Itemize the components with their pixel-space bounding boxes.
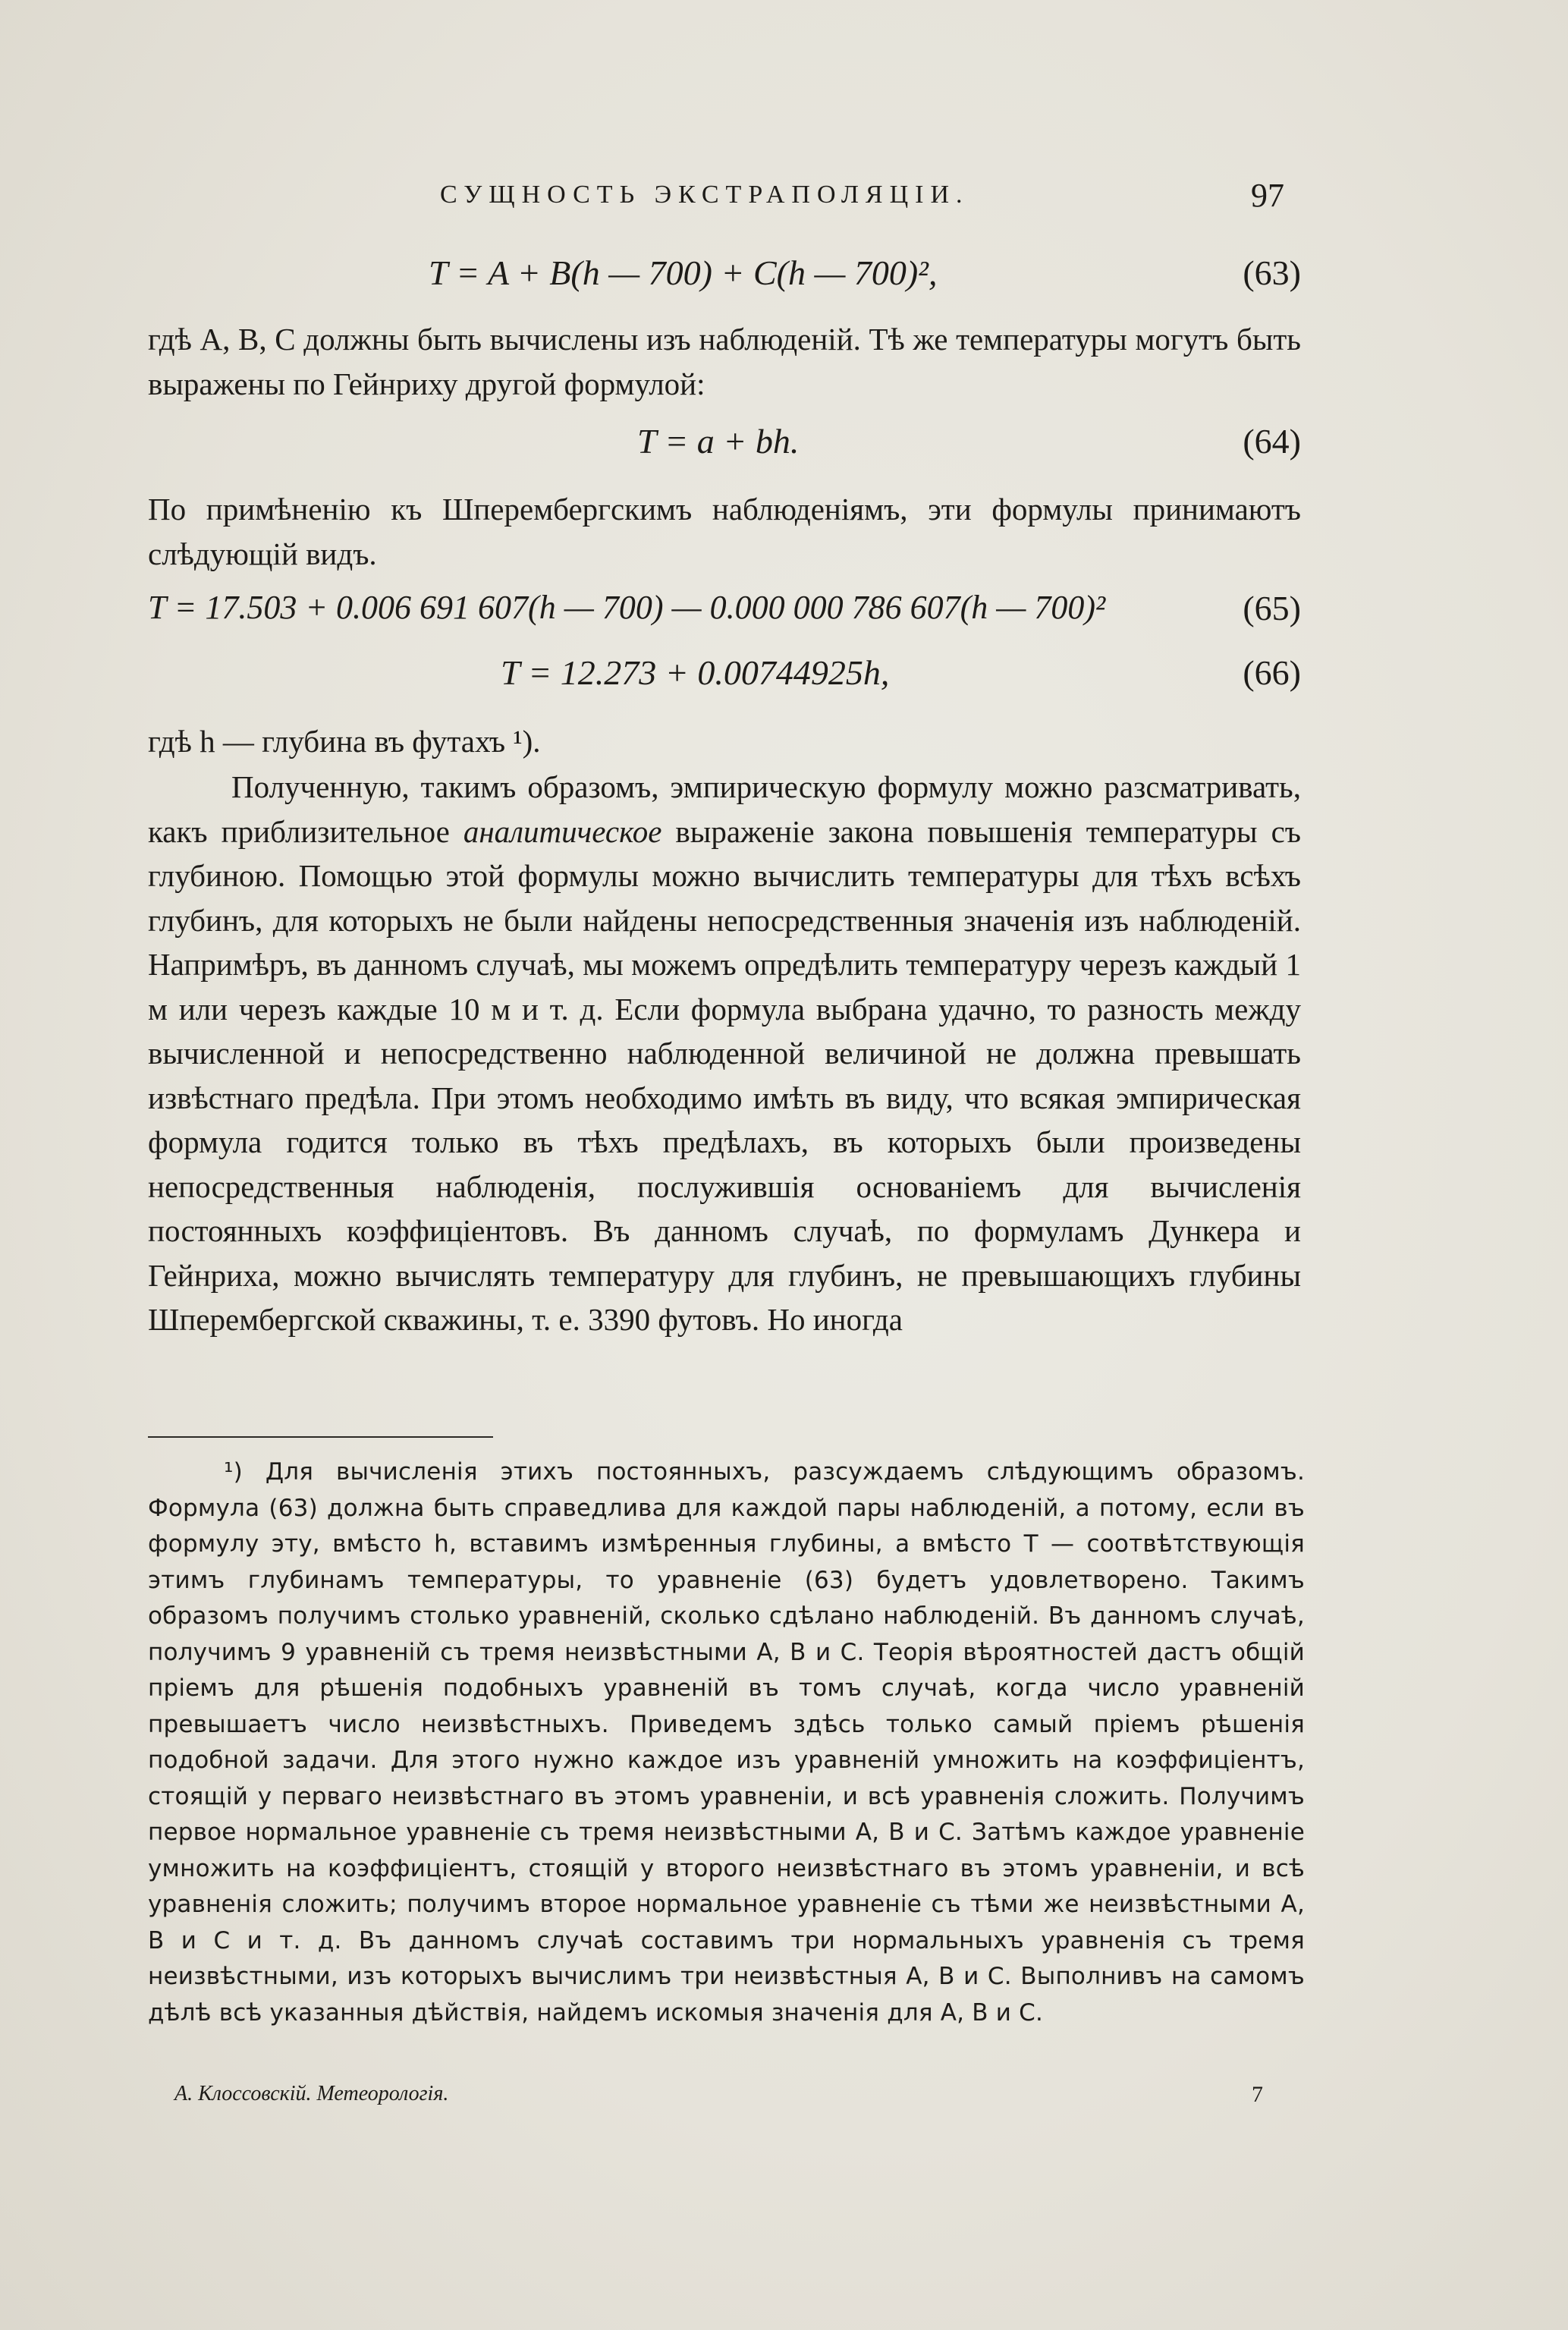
equation-63 (148, 253, 1301, 306)
equation-66 (148, 652, 1301, 706)
equation-number: (65) (1243, 589, 1301, 627)
main-paragraph-rest: выраженіе закона повышенія температуры съ глубиною. Помощью этой формулы можно вычислить температуры для тѣхъ всѣхъ глубинъ, для которыхъ не были найдены непосредственныя значенія изъ наблюденій. Напримѣръ, въ данномъ случаѣ, мы можемъ опредѣлить температуру черезъ каждый 1 м или черезъ каждые 10 м и т. д. Если формула выбрана удачно, то разность между вычисленной и непосредственно наблюденной величиной не должна превышать извѣстнаго предѣла. При этомъ необходимо имѣть въ виду, что всякая эмпирическая формула годится только въ тѣхъ предѣлахъ, въ которыхъ были произведены непосредственныя наблюденія, послужившія основаніемъ для вычисленія постоянныхъ коэффиціентовъ. Въ данномъ случаѣ, по формуламъ Дункера и Гейнриха, можно вычислять температуру для глубинъ, не превышающихъ глубины Шперембергской скважины, т. е. 3390 футовъ. Но иногда (148, 813, 1301, 1337)
footnote (148, 1454, 1305, 2031)
running-head: СУЩНОСТЬ ЭКСТРАПОЛЯЦІИ. (440, 181, 969, 209)
main-paragraph-start: Полученную, такимъ образомъ, эмпирическую формулу можно разсматривать, какъ приблизительное (148, 769, 1301, 849)
equation-number: (63) (1243, 253, 1301, 292)
footnote-divider (148, 1436, 493, 1438)
paragraph-after-63: гдѣ A, B, C должны быть вычислены изъ наблюденій. Тѣ же температуры могутъ быть выражены по Гейнриху другой формулой: (148, 322, 1301, 401)
equation-expression: T = 12.273 + 0.00744925h, (501, 653, 890, 692)
page-header (148, 176, 1301, 222)
emphasized-term: аналитическое (463, 813, 662, 849)
equation-expression: T = 17.503 + 0.006 691 607(h — 700) — 0.000 000 786 607(h — 700)² (148, 589, 1106, 626)
equation-expression: T = A + B(h — 700) + C(h — 700)², (429, 253, 938, 292)
page-number: 97 (1251, 177, 1284, 214)
sheet-number: 7 (1252, 2082, 1263, 2107)
equation-number: (66) (1243, 653, 1301, 692)
equation-expression: T = a + bh. (637, 422, 800, 461)
main-paragraph (148, 765, 1301, 1342)
paragraph-after-66: гдѣ h — глубина въ футахъ ¹). (148, 724, 541, 759)
equation-number: (64) (1243, 422, 1301, 461)
paragraph-after-64: По примѣненію къ Шперембергскимъ наблюденіямъ, эти формулы принимаютъ слѣдующій видъ. (148, 492, 1301, 571)
equation-64 (148, 421, 1301, 474)
footnote-text: ¹) Для вычисленія этихъ постоянныхъ, разсуждаемъ слѣдующимъ образомъ. Формула (63) должна быть справедлива для каждой пары наблюденій, а потому, если въ формулу эту, вмѣсто h, вставимъ измѣренныя глубины, а вмѣсто T — соотвѣтствующія этимъ глубинамъ температуры, то уравненіе (63) будетъ удовлетворено. Такимъ образомъ получимъ столько уравненій, сколько сдѣлано наблюденій. Въ данномъ случаѣ, получимъ 9 уравненій съ тремя неизвѣстными A, B и C. Теорія вѣроятностей дастъ общій пріемъ для рѣшенія подобныхъ уравненій въ томъ случаѣ, когда число уравненій превышаетъ число неизвѣстныхъ. Приведемъ здѣсь только самый пріемъ рѣшенія подобной задачи. Для этого нужно каждое изъ уравненій умножить на коэффиціентъ, стоящій у перваго неизвѣстнаго въ этомъ уравненіи, и всѣ уравненія сложить. Получимъ первое нормальное уравненіе съ тремя неизвѣстными A, B и C. Затѣмъ каждое уравненіе умножить на коэффиціентъ, стоящій у второго неизвѣстнаго въ этомъ уравненіи, и всѣ уравненія сложить; получимъ второе нормальное уравненіе съ тѣми же неизвѣстными A, B и C и т. д. Въ данномъ случаѣ составимъ три нормальныхъ уравненія съ тремя неизвѣстными, изъ которыхъ вычислимъ три неизвѣстныя A, B и C. Выполнивъ на самомъ дѣлѣ всѣ указанныя дѣйствія, найдемъ искомыя значенія для A, B и C. (148, 1458, 1305, 2027)
signature-mark: А. Клоссовскій. Метеорологія. (174, 2082, 449, 2105)
equation-65 (148, 588, 1301, 641)
